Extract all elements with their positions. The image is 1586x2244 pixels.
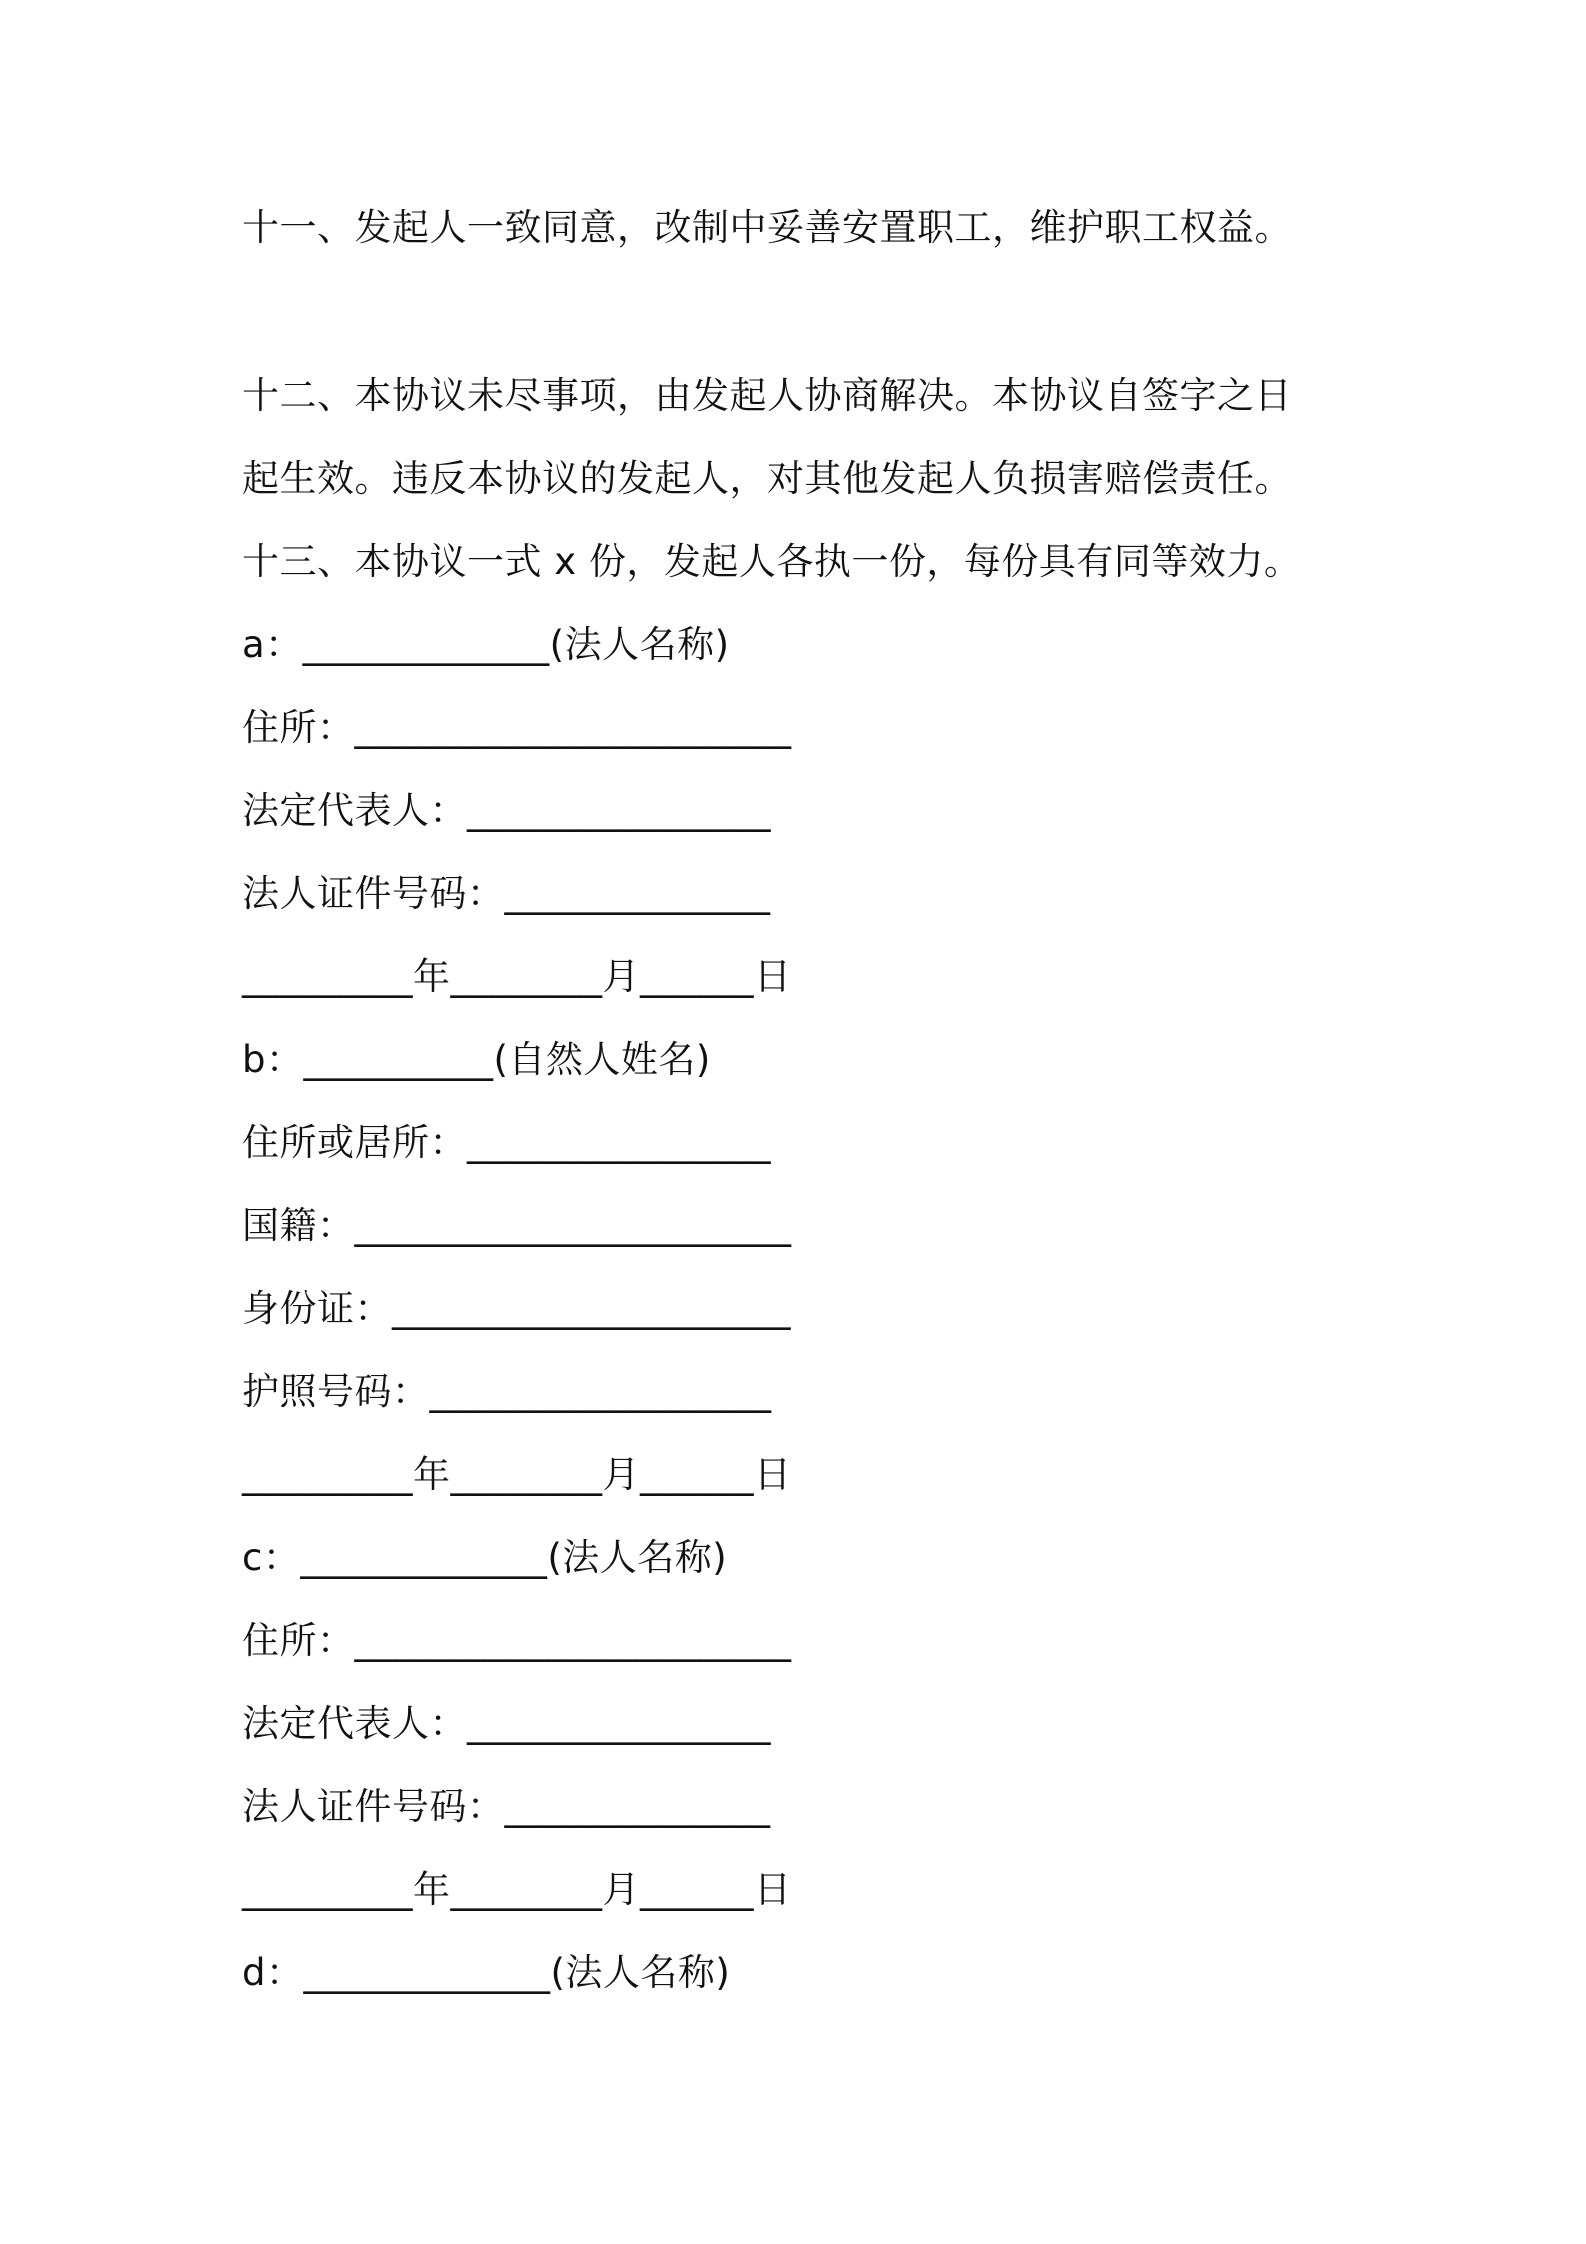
party-c-id-line: 法人证件号码：______________: [242, 1785, 771, 1828]
party-c-representative-line: 法定代表人：________________: [242, 1702, 771, 1745]
party-b-date-line: _________年________月______日: [242, 1453, 792, 1496]
party-c-date-line: _________年________月______日: [242, 1868, 792, 1911]
party-a-id-line: 法人证件号码：______________: [242, 872, 771, 915]
party-a-date-line: _________年________月______日: [242, 955, 792, 998]
clause-thirteen: 十三、本协议一式 x 份，发起人各执一份，每份具有同等效力。: [242, 540, 1302, 583]
clause-twelve-line-2: 起生效。违反本协议的发起人，对其他发起人负损害赔偿责任。: [242, 457, 1292, 500]
party-a-representative-line: 法定代表人：________________: [242, 789, 771, 832]
party-a-name-line: a：_____________(法人名称): [242, 623, 730, 666]
party-b-residence-line: 住所或居所：________________: [242, 1121, 771, 1164]
party-b-passport-line: 护照号码：__________________: [242, 1370, 772, 1413]
party-c-name-line: c：_____________(法人名称): [242, 1536, 728, 1579]
party-b-nationality-line: 国籍：_______________________: [242, 1204, 792, 1247]
party-c-address-line: 住所：_______________________: [242, 1619, 792, 1662]
party-b-id-card-line: 身份证：_____________________: [242, 1287, 791, 1330]
party-a-address-line: 住所：_______________________: [242, 706, 792, 749]
party-d-name-line: d：_____________(法人名称): [242, 1951, 731, 1994]
party-b-name-line: b：__________(自然人姓名): [242, 1038, 711, 1081]
clause-twelve-line-1: 十二、本协议未尽事项，由发起人协商解决。本协议自签字之日: [242, 374, 1292, 417]
clause-eleven: 十一、发起人一致同意，改制中妥善安置职工，维护职工权益。: [242, 206, 1292, 249]
